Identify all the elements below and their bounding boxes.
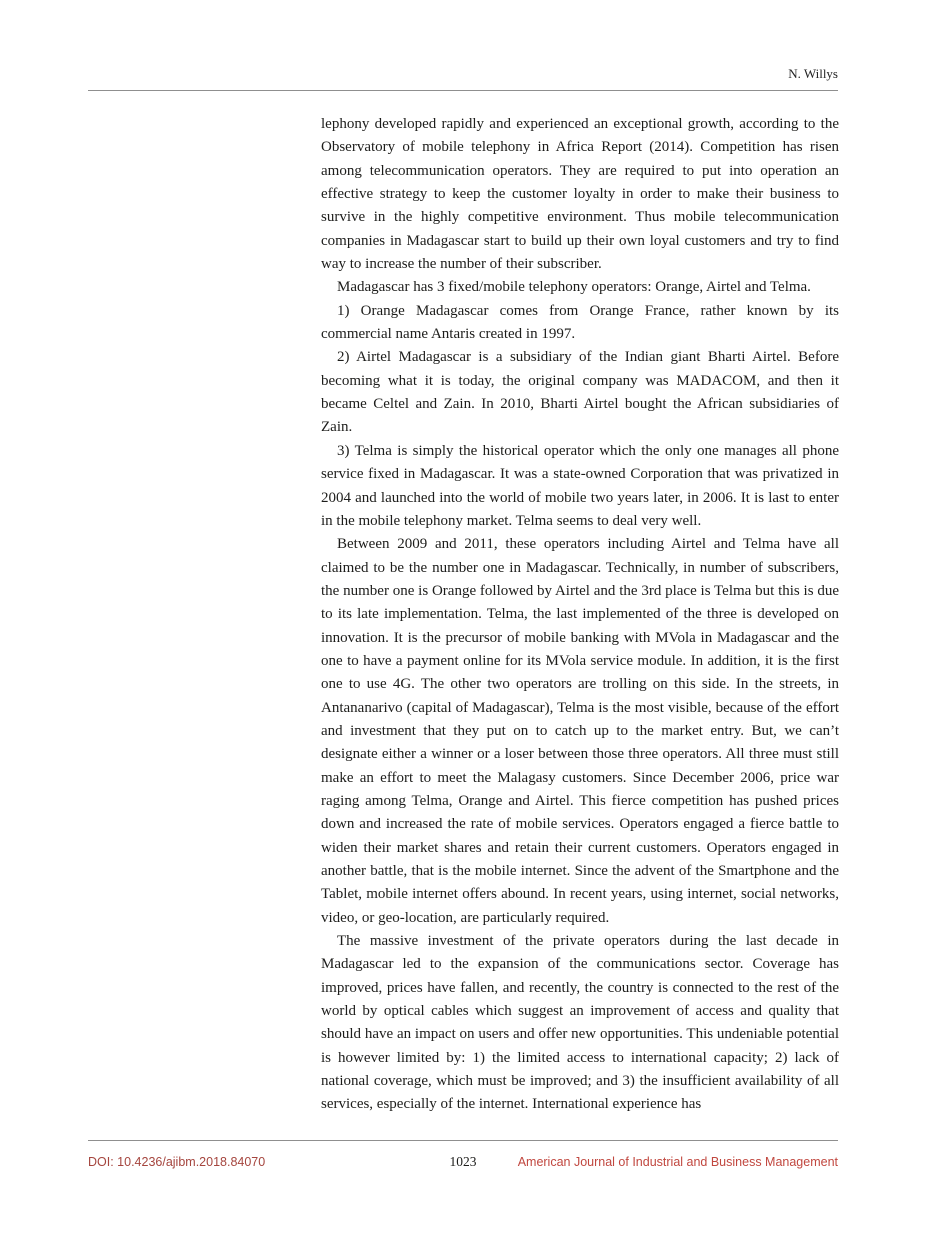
paragraph: Madagascar has 3 fixed/mobile telephony operators: Orange, Airtel and Telma. xyxy=(337,279,811,296)
paragraph: 2) Airtel Madagascar is a subsidiary of the Indian giant Bharti Airtel. Before becoming what it is today, the original company was MADACOM, and then it became Celtel and Zain. In 2010, Bharti Airtel bought the African subsidiaries of Zain. xyxy=(321,349,839,436)
page-number: 1023 xyxy=(449,1154,477,1169)
header-rule xyxy=(88,90,838,91)
article-body xyxy=(321,113,839,1117)
running-head-author: N. Willys xyxy=(788,66,838,81)
paragraph: 3) Telma is simply the historical operator which the only one manages all phone service fixed in Madagascar. It was a state-owned Corporation that was privatized in 2004 and launched into the world of mobile two years later, in 2006. It is last to enter in the mobile telephony market. Telma seems to deal very well. xyxy=(321,442,839,529)
paragraph: 1) Orange Madagascar comes from Orange France, rather known by its commercial name Antaris created in 1997. xyxy=(321,302,839,343)
footer-rule xyxy=(88,1140,838,1141)
doi-link[interactable]: DOI: 10.4236/ajibm.2018.84070 xyxy=(88,1155,266,1169)
paragraph: Between 2009 and 2011, these operators including Airtel and Telma have all claimed to be the number one in Madagascar. Technically, in number of subscribers, the number one is Orange followed by Airtel and the 3rd place is Telma but this is due to its late implementation. Telma, the last implemented of the three is developed on innovation. It is the precursor of mobile banking with MVola in Madagascar and the one to have a payment online for its MVola service module. In addition, it is the first one to use 4G. The other two operators are trolling on this side. In the streets, in Antananarivo (capital of Madagascar), Telma is the most visible, because of the effort and investment that they put on to catch up to the market entry. But, we can’t designate either a winner or a loser between those three operators. All three must still make an effort to meet the Malagasy customers. Since December 2006, price war raging among Telma, Orange and Airtel. This fierce competition has pushed prices down and increased the rate of mobile services. Operators engaged a fierce battle to widen their market shares and retain their current customers. Operators engaged in another battle, that is the mobile internet. Since the advent of the Smartphone and the Tablet, mobile internet offers abound. In recent years, using internet, social networks, video, or geo-location, are particularly required. xyxy=(321,536,839,926)
journal-title-link[interactable]: American Journal of Industrial and Business Management xyxy=(517,1155,838,1169)
paragraph: lephony developed rapidly and experienced an exceptional growth, according to the Observatory of mobile telephony in Africa Report (2014). Competition has risen among telecommunication operators. They are required to put into operation an effective strategy to keep the customer loyalty in order to make their business to survive in the highly competitive environment. Thus mobile telecommunication companies in Madagascar start to build up their own loyal customers and try to find way to increase the number of their subscriber. xyxy=(321,116,839,273)
paragraph: The massive investment of the private operators during the last decade in Madagascar led to the expansion of the communications sector. Coverage has improved, prices have fallen, and recently, the country is connected to the rest of the world by optical cables which suggest an improvement of access and quality that should have an impact on users and offer new opportunities. This undeniable potential is however limited by: 1) the limited access to international capacity; 2) lack of national coverage, which must be improved; and 3) the insufficient availability of all services, especially of the internet. International experience has xyxy=(321,933,839,1113)
